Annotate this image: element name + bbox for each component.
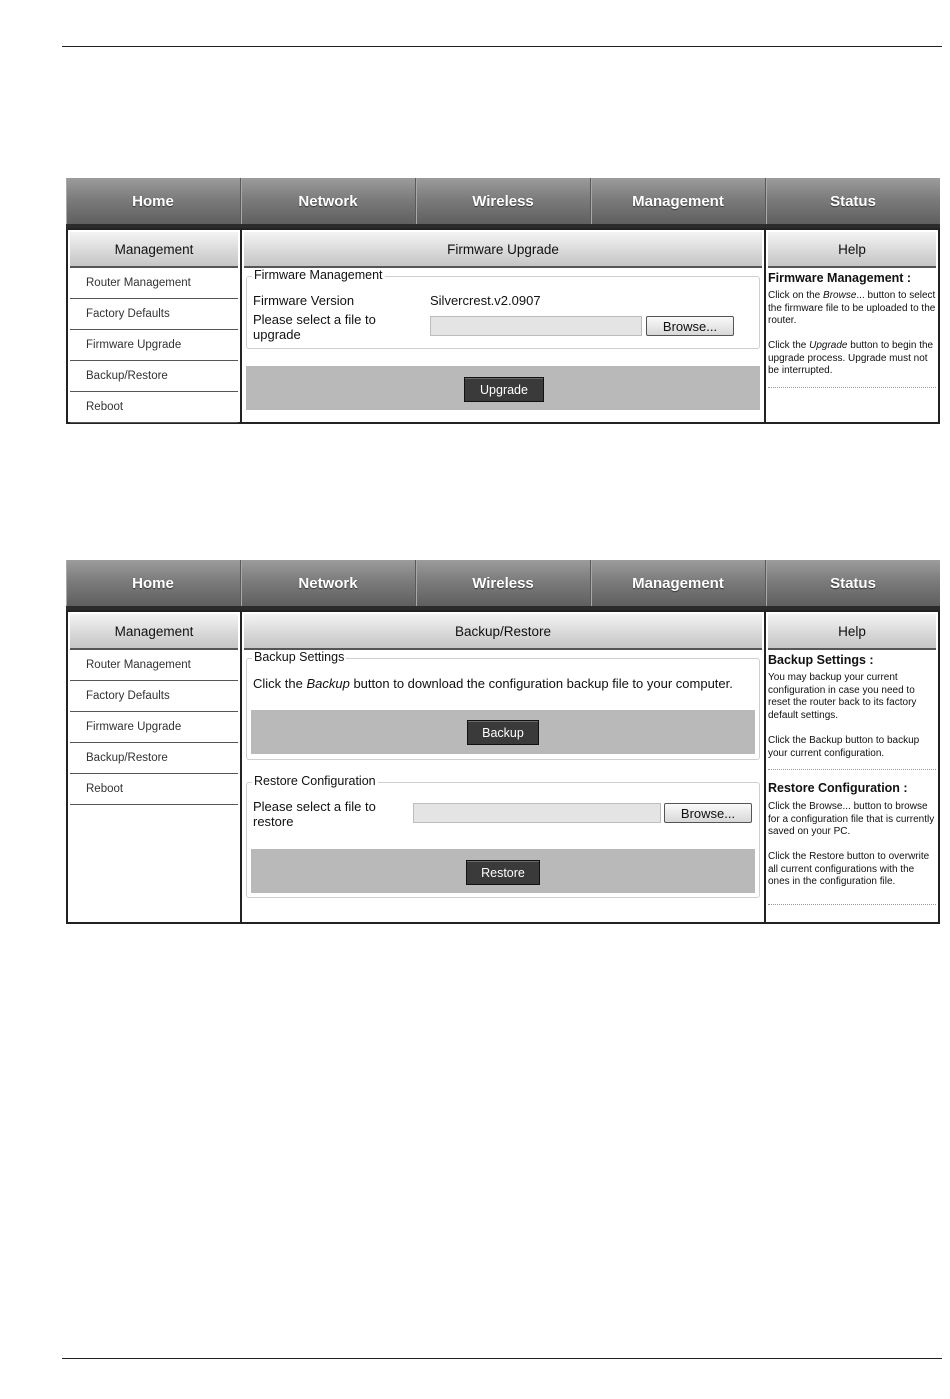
restore-file-label: Please select a file to restore [253, 799, 376, 829]
nav-wireless[interactable]: Wireless [416, 560, 591, 606]
upgrade-button[interactable]: Upgrade [464, 377, 544, 402]
nav-status[interactable]: Status [766, 560, 940, 606]
sidebar-item-backup-restore[interactable]: Backup/Restore [70, 361, 238, 392]
sidebar-item-reboot[interactable]: Reboot [70, 392, 238, 423]
backup-restore-screenshot [66, 560, 940, 924]
nav-network[interactable]: Network [241, 560, 416, 606]
top-navigation [66, 560, 940, 610]
nav-wireless[interactable]: Wireless [416, 178, 591, 224]
description-part: Click the [253, 676, 307, 691]
help-text-part: Click on the [768, 290, 824, 301]
help-paragraph-upgrade [768, 340, 936, 378]
sidebar-item-router-management[interactable]: Router Management [70, 650, 238, 681]
help-separator [768, 387, 936, 388]
help-panel [766, 230, 938, 422]
firmware-management-section [246, 268, 760, 349]
sidebar-item-router-management[interactable]: Router Management [70, 268, 238, 299]
help-title: Help [768, 614, 936, 650]
firmware-version-label: Firmware Version [253, 293, 355, 308]
description-part: button to download the configuration backup file to your computer. [349, 676, 733, 691]
help-text-part: button to begin the upgrade process. Upgrade must not be interrupted. [768, 340, 934, 376]
restore-configuration-section [246, 774, 760, 898]
page-title: Backup/Restore [244, 614, 762, 650]
description-emphasis: Backup [306, 676, 350, 691]
nav-management[interactable]: Management [591, 178, 766, 224]
upgrade-action-panel [246, 366, 760, 410]
help-text-emphasis: Upgrade [809, 340, 848, 351]
firmware-file-input[interactable] [430, 316, 642, 336]
browse-button[interactable]: Browse... [664, 803, 752, 823]
help-text-emphasis: Browse [823, 290, 857, 301]
sidebar-item-backup-restore[interactable]: Backup/Restore [70, 743, 238, 774]
help-text-part: Click the [768, 340, 810, 351]
backup-legend: Backup Settings [254, 650, 345, 664]
firmware-upgrade-screenshot [66, 178, 940, 424]
backup-button[interactable]: Backup [467, 720, 539, 745]
main-panel [242, 230, 766, 422]
sidebar [68, 230, 242, 422]
sidebar-title: Management [70, 232, 238, 268]
page-title: Firmware Upgrade [244, 232, 762, 268]
help-separator [768, 904, 936, 905]
sidebar-item-reboot[interactable]: Reboot [70, 774, 238, 805]
restore-file-input[interactable] [413, 803, 661, 823]
backup-action-panel [251, 710, 755, 754]
help-paragraph-backup-1: You may backup your current configuration in case you need to reset the router back to its factory default settings. [768, 672, 917, 721]
nav-home[interactable]: Home [66, 560, 241, 606]
nav-home[interactable]: Home [66, 178, 241, 224]
help-heading-restore: Restore Configuration : [768, 781, 908, 795]
content-frame [66, 228, 940, 424]
sidebar-item-factory-defaults[interactable]: Factory Defaults [70, 681, 238, 712]
help-separator [768, 769, 936, 770]
restore-button[interactable]: Restore [466, 860, 540, 885]
help-paragraph-backup-2: Click the Backup button to backup your current configuration. [768, 735, 920, 759]
help-panel [766, 612, 938, 922]
content-frame [66, 610, 940, 924]
backup-description [253, 676, 753, 691]
upgrade-file-label: Please select a file to upgrade [253, 312, 376, 342]
firmware-version-value: Silvercrest.v2.0907 [430, 293, 541, 308]
main-panel [242, 612, 766, 922]
help-heading: Firmware Management : [768, 271, 912, 285]
footer-rule [62, 1358, 942, 1359]
sidebar-item-factory-defaults[interactable]: Factory Defaults [70, 299, 238, 330]
sidebar-title: Management [70, 614, 238, 650]
help-text-part: ... button to select the firmware file to be uploaded to the router. [768, 290, 936, 326]
backup-settings-section [246, 650, 760, 760]
help-title: Help [768, 232, 936, 268]
nav-network[interactable]: Network [241, 178, 416, 224]
sidebar-item-firmware-upgrade[interactable]: Firmware Upgrade [70, 330, 238, 361]
nav-management[interactable]: Management [591, 560, 766, 606]
help-paragraph-restore-1: Click the Browse... button to browse for a configuration file that is currently saved on your PC. [768, 801, 935, 837]
help-heading-backup: Backup Settings : [768, 653, 874, 667]
sidebar [68, 612, 242, 922]
sidebar-item-firmware-upgrade[interactable]: Firmware Upgrade [70, 712, 238, 743]
section-legend: Firmware Management [254, 268, 383, 282]
top-navigation [66, 178, 940, 228]
nav-status[interactable]: Status [766, 178, 940, 224]
restore-legend: Restore Configuration [254, 774, 376, 788]
help-paragraph-browse [768, 290, 936, 328]
help-paragraph-restore-2: Click the Restore button to overwrite all current configurations with the ones in the configuration file. [768, 851, 930, 887]
restore-action-panel [251, 849, 755, 893]
browse-button[interactable]: Browse... [646, 316, 734, 336]
header-rule [62, 46, 942, 47]
